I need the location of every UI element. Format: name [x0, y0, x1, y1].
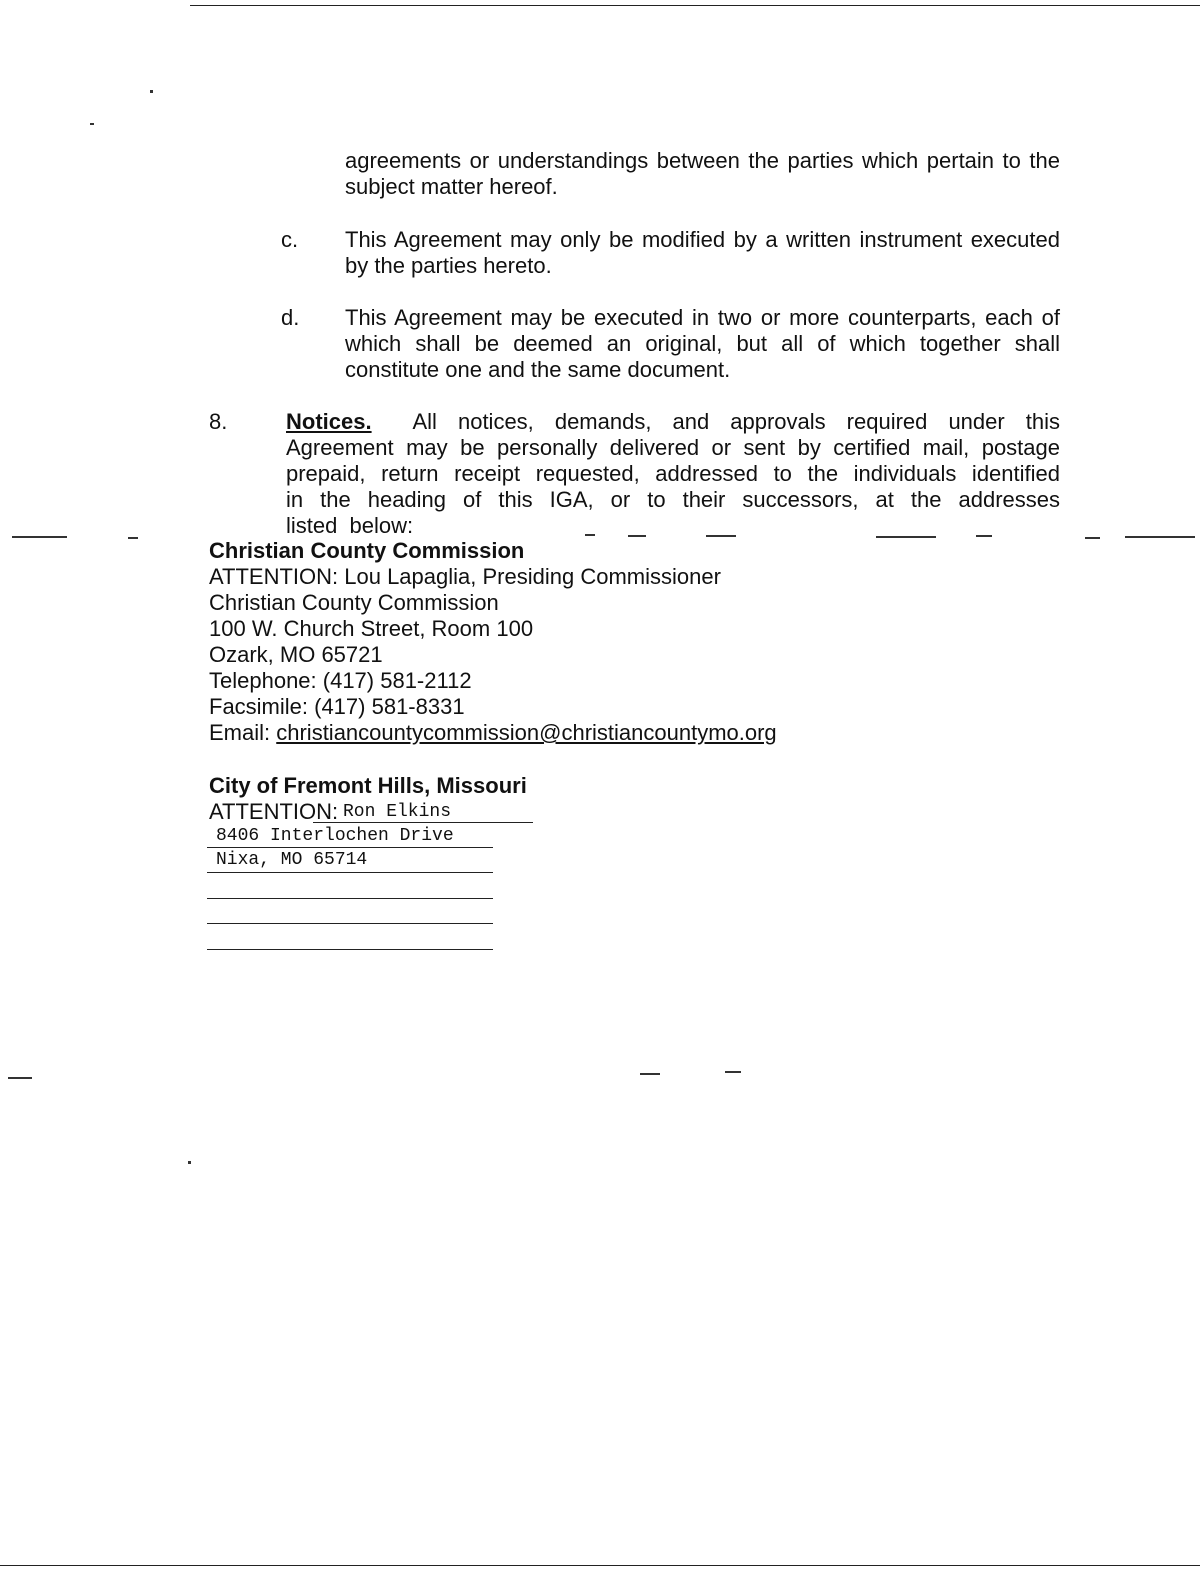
- clause-d-marker: d.: [281, 305, 300, 330]
- fremont-title: City of Fremont Hills, Missouri: [209, 773, 527, 798]
- fremont-attention-label: ATTENTION:: [209, 799, 339, 824]
- address-fill-line-2: [207, 872, 493, 873]
- address-fill-line-5: [207, 949, 493, 950]
- commission-telephone: Telephone: (417) 581-2112: [209, 668, 472, 693]
- address-fill-line-1: [207, 847, 493, 848]
- scan-speck: [90, 123, 94, 125]
- address-fill-line-3: [207, 898, 493, 899]
- scan-dash: [640, 1073, 660, 1075]
- scan-dash: [1085, 537, 1100, 539]
- commission-city: Ozark, MO 65721: [209, 642, 383, 667]
- commission-email-line: [209, 720, 909, 746]
- commission-title: Christian County Commission: [209, 538, 525, 563]
- continuation-paragraph: agreements or understandings between the parties which pertain to the subject matter hereof.: [345, 148, 1060, 199]
- fremont-address-line1: 8406 Interlochen Drive: [216, 826, 454, 846]
- scan-dash: [128, 537, 138, 539]
- scan-speck: [188, 1161, 191, 1164]
- commission-org: Christian County Commission: [209, 590, 499, 615]
- email-label: Email:: [209, 720, 277, 745]
- section-8-paragraph: [286, 409, 1060, 539]
- address-fill-line-4: [207, 923, 493, 924]
- section-8-number: 8.: [209, 409, 228, 434]
- fremont-attention-name: Ron Elkins: [343, 802, 452, 822]
- scan-dash: [1125, 536, 1195, 538]
- fremont-address-line2: Nixa, MO 65714: [216, 850, 368, 870]
- clause-c-marker: c.: [281, 227, 299, 252]
- scan-dash: [725, 1071, 741, 1073]
- scan-dash: [8, 1077, 32, 1079]
- commission-attention: ATTENTION: Lou Lapaglia, Presiding Commissioner: [209, 564, 721, 589]
- commission-address-block: [209, 538, 909, 746]
- commission-street: 100 W. Church Street, Room 100: [209, 616, 534, 641]
- attention-fill-line: [313, 822, 533, 823]
- scan-dash: [12, 536, 67, 538]
- notices-heading: Notices.: [286, 409, 372, 434]
- clause-d-text: This Agreement may be executed in two or more counterparts, each of which shall be deemed an original, but all of which together shall constitute one and the same document.: [345, 305, 1060, 382]
- email-link[interactable]: christiancountycommission@christiancountymo.org: [276, 720, 777, 745]
- scan-speck: [150, 90, 153, 93]
- clause-c-text: This Agreement may only be modified by a written instrument executed by the parties hereto.: [345, 227, 1060, 278]
- commission-facsimile: Facsimile: (417) 581-8331: [209, 694, 465, 719]
- scan-bottom-border: [0, 1565, 1200, 1566]
- notices-text: All notices, demands, and approvals required under this Agreement may be personally delivered or sent by certified mail, postage prepaid, return receipt requested, addressed to the individuals identified in the heading of this IGA, or to their successors, at the addresses listed below:: [286, 409, 1060, 538]
- scan-top-border: [190, 5, 1200, 6]
